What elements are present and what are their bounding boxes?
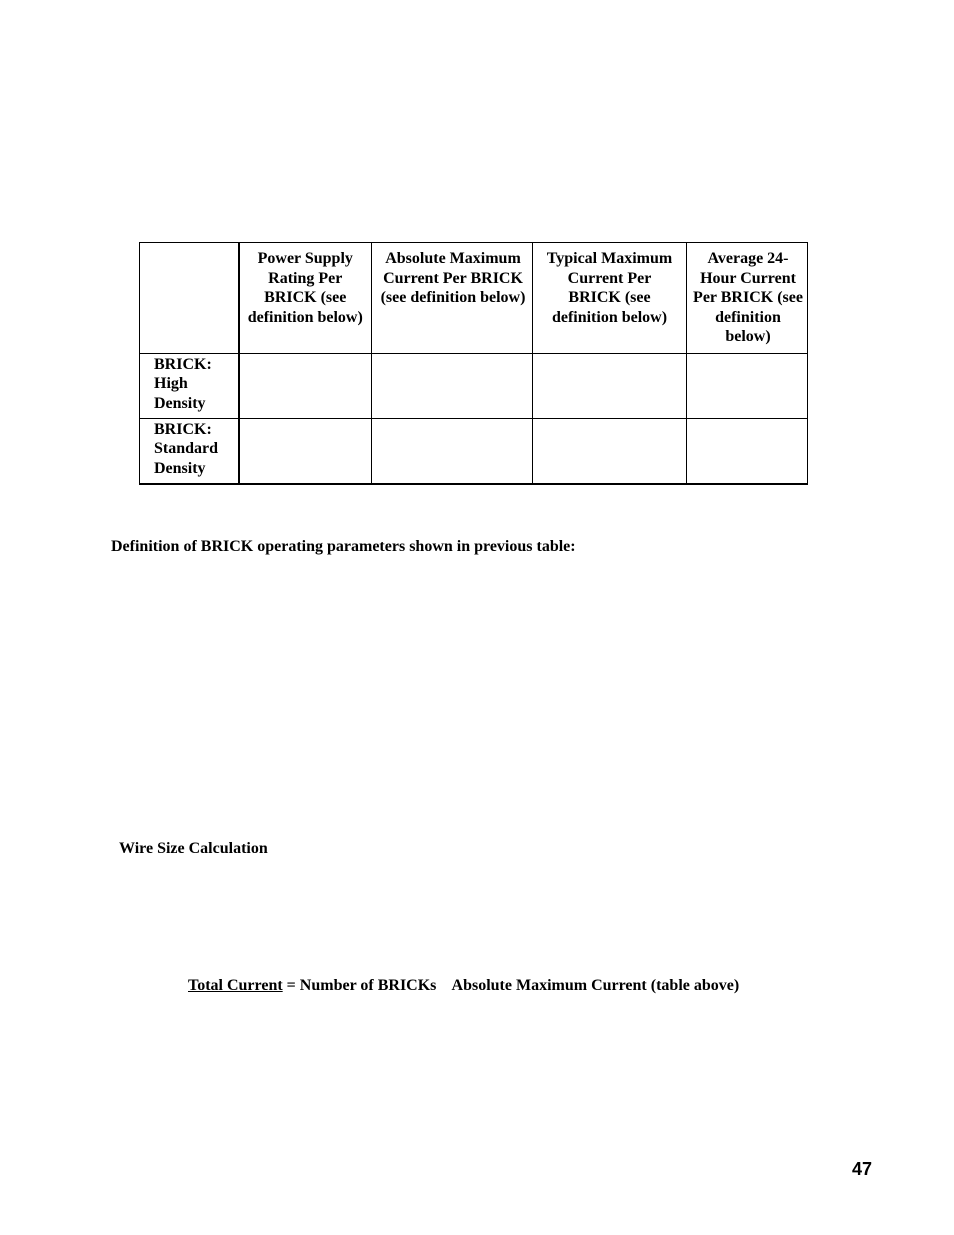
table-cell xyxy=(239,418,372,484)
header-power-supply-rating: Power Supply Rating Per BRICK (see definition below) xyxy=(239,243,372,354)
header-typical-max-current: Typical Maximum Current Per BRICK (see definition below) xyxy=(533,243,687,354)
definition-heading: Definition of BRICK operating parameters shown in previous table: xyxy=(111,538,576,555)
table-row xyxy=(140,353,808,418)
table-cell xyxy=(533,418,687,484)
table-cell xyxy=(372,353,533,418)
formula-term-total-current: Total Current xyxy=(188,977,283,994)
header-absolute-max-current: Absolute Maximum Current Per BRICK (see definition below) xyxy=(372,243,533,354)
table-row xyxy=(140,418,808,484)
formula-expression: = Number of BRICKs Absolute Maximum Current (table above) xyxy=(286,977,740,994)
total-current-formula xyxy=(188,977,739,995)
wire-size-heading: Wire Size Calculation xyxy=(119,840,268,857)
row-label-high-density: BRICK: High Density xyxy=(140,353,239,418)
row-label-standard-density: BRICK: Standard Density xyxy=(140,418,239,484)
table-header-row xyxy=(140,243,808,354)
table-cell xyxy=(239,353,372,418)
header-cell-empty xyxy=(140,243,239,354)
table-cell xyxy=(372,418,533,484)
brick-parameters-table xyxy=(139,242,808,485)
header-average-24-hour-current: Average 24-Hour Current Per BRICK (see definition below) xyxy=(687,243,808,354)
page-number: 47 xyxy=(851,1159,872,1179)
table-cell xyxy=(687,418,808,484)
table-cell xyxy=(533,353,687,418)
table-cell xyxy=(687,353,808,418)
